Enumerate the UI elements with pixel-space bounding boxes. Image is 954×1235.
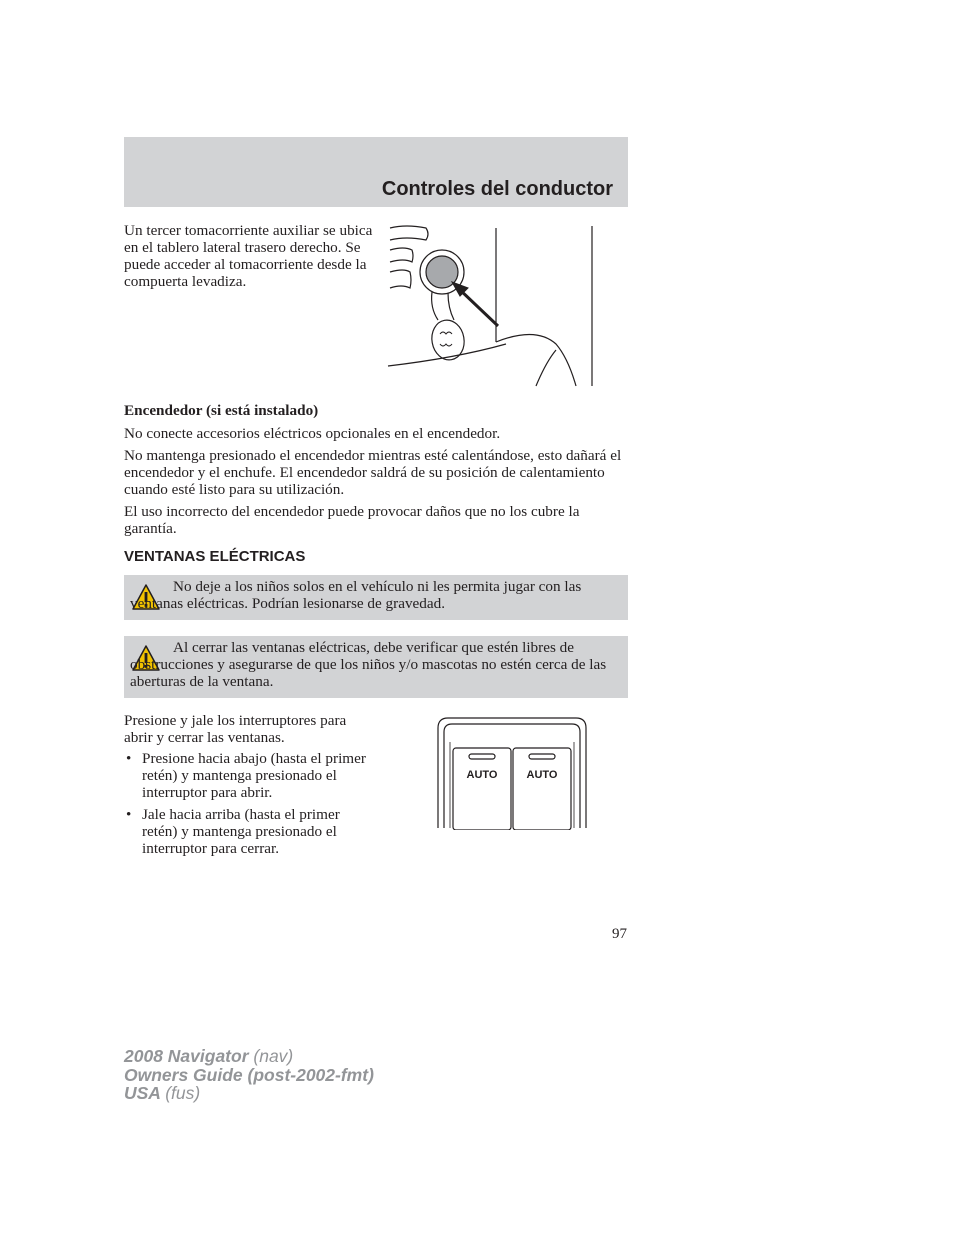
lighter-paragraph-1: No conecte accesorios eléctricos opcionales en el encendedor. — [124, 425, 501, 442]
footer-line-1 — [124, 1047, 374, 1066]
auxiliary-outlet-text: Un tercer tomacorriente auxiliar se ubica en el tablero lateral trasero derecho. Se puede acceder al tomacorriente desde la compuerta levadiza. — [124, 222, 373, 290]
lighter-heading: Encendedor (si está instalado) — [124, 402, 319, 419]
footer-model: 2008 Navigator — [124, 1046, 249, 1066]
windows-intro-text: Presione y jale los interruptores para abrir y cerrar las ventanas. — [124, 712, 347, 746]
footer-line-3 — [124, 1084, 374, 1103]
warning-box-children — [124, 575, 628, 620]
list-item: • Presione hacia abajo (hasta el primer retén) y mantenga presionado el interruptor para abrir. — [124, 750, 374, 801]
lighter-paragraph-2: No mantenga presionado el encendedor mientras esté calentándose, esto dañará el encendedor y el enchufe. El encendedor saldrá de su posición de calentamiento cuando esté listo para su utilización. — [124, 447, 622, 498]
page-number: 97 — [612, 926, 627, 942]
footer-line-2 — [124, 1066, 374, 1085]
footer-market-code: (fus) — [165, 1083, 201, 1103]
footer-guide: Owners Guide (post-2002-fmt) — [124, 1064, 374, 1085]
page-title: Controles del conductor — [381, 178, 613, 200]
footer-model-code: (nav) — [253, 1046, 294, 1066]
list-item: • Jale hacia arriba (hasta el primer retén) y mantenga presionado el interruptor para cerrar. — [124, 806, 374, 857]
footer-market: USA — [124, 1083, 161, 1103]
window-switch-illustration — [436, 716, 588, 830]
switch-label-auto: AUTO — [526, 769, 558, 781]
switch-label-auto: AUTO — [466, 769, 498, 781]
auxiliary-outlet-illustration — [386, 222, 600, 390]
document-footer — [124, 1047, 374, 1103]
warning-text-children: No deje a los niños solos en el vehículo ni les permita jugar con las ventanas eléctricas. Podrían lesionarse de gravedad. — [130, 578, 582, 612]
lighter-paragraph-3: El uso incorrecto del encendedor puede provocar daños que no los cubre la garantía. — [124, 503, 580, 537]
windows-instructions-list — [124, 750, 374, 862]
warning-box-obstructions — [124, 636, 628, 698]
warning-text-obstructions: Al cerrar las ventanas eléctricas, debe verificar que estén libres de obstrucciones y asegurarse de que los niños y/o mascotas no estén cerca de las aberturas de la ventana. — [130, 639, 607, 690]
header-band — [124, 137, 628, 207]
power-windows-heading: VENTANAS ELÉCTRICAS — [124, 548, 306, 565]
